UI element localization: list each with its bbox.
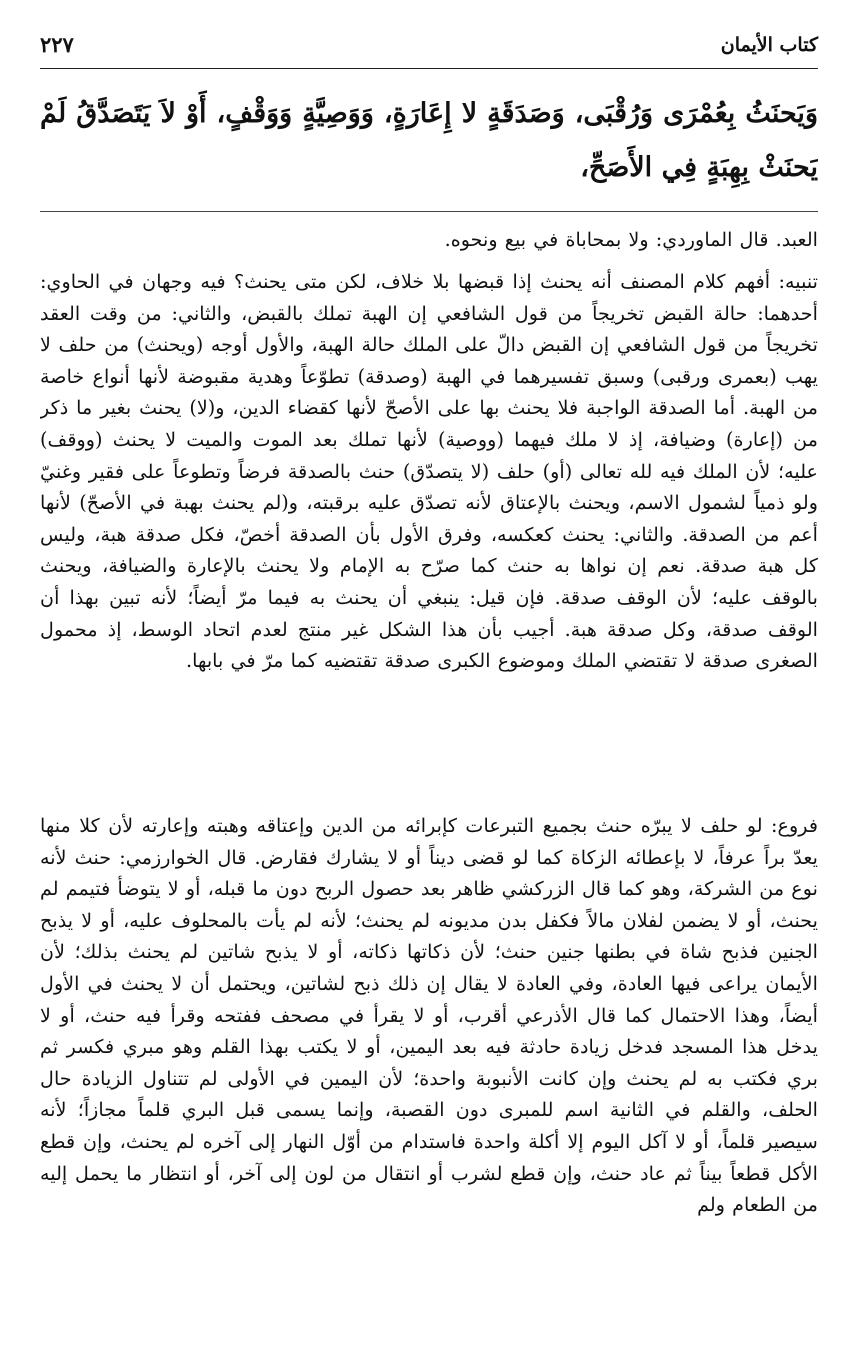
commentary-tanbih-paragraph: تنبيه: أفهم كلام المصنف أنه يحنث إذا قبضها بلا خلاف، لكن متى يحنث؟ فيه وجهان في الحاوي: أحدهما: حالة القبض تخريجاً من قول الشافعي إن الهبة تملك بالقبض، والثاني: من وقت العقد تخريجاً من قول الشافعي إن القبض دالّ على الملك حالة الهبة، والأول أوجه (ويحنث) من حلف لا يهب (بعمرى ورقبى) وسبق تفسيرهما في الهبة (وصدقة) تطوّعاً وهدية مقبوضة لأنها أنواع خاصة من الهبة. أما الصدقة الواجبة فلا يحنث بها على الأصحّ لأنها كقضاء الدين، و(لا) يحنث بغير ما ذكر من (إعارة) وضيافة، إذ لا ملك فيهما (ووصية) لأنها تملك بعد الموت والميت لا يحنث (ووقف) عليه؛ لأن الملك فيه لله تعالى (أو) حلف (لا يتصدّق) حنث بالصدقة فرضاً وتطوعاً على فقير وغنيّ ولو ذمياً لشمول الاسم، ويحنث بالإعتاق لأنه تصدّق عليه برقبته، و(لم يحنث بهبة في الأصحّ) لأنها أعم من الصدقة. والثاني: يحنث كعكسه، وفرق الأول بأن الصدقة أخصّ، فكل صدقة هبة، وليس كل هبة صدقة. نعم إن نواها به حنث كما صرّح به الإمام ولا يحنث بالإعارة والضيافة، ويحنث بالوقف عليه؛ لأن الوقف صدقة. فإن قيل: ينبغي أن يحنث به فيما مرّ أيضاً؛ لأنه تبين بهذا أن الوقف صدقة، وكل صدقة هبة. أجيب بأن هذا الشكل غير منتج لعدم اتحاد الوسط، إذ محمول الصغرى صدقة لا تقتضي الملك وموضوع الكبرى صدقة تقتضيه كما مرّ في بابها. (40, 270, 818, 673)
page-number: ٢٢٧ (40, 32, 74, 57)
running-title: كتاب الأيمان (720, 34, 818, 56)
running-head (40, 28, 818, 69)
commentary-intro-paragraph: العبد. قال الماوردي: ولا بمحاباة في بيع ونحوه. (444, 228, 818, 251)
matn-text: وَيَحنَثُ بِعُمْرَى وَرُقْبَى، وَصَدَقَةٍ لا إِعَارَةٍ، وَوَصِيَّةٍ وَوَقْفٍ، أَوْ لاَ يَتَصَدَّقُ لَمْ يَحنَثْ بِهِبَةٍ فِي الأَصَحِّ، (40, 98, 818, 183)
commentary-furu-paragraph: فروع: لو حلف لا يبرّه حنث بجميع التبرعات كإبرائه من الدين وإعتاقه وهبته وإعارته لأن كلا منها يعدّ براً عرفاً، لا بإعطائه الزكاة كما لو قضى ديناً أو لا يشارك فقارض. قال الخوارزمي: حنث لأنه نوع من الشركة، وهو كما قال الزركشي ظاهر بعد حصول الربح دون ما قبله، أو لا يتوضأ فتيمم لم يحنث، أو لا يضمن لفلان مالاً فكفل بدن مديونه لم يحنث؛ لأنه لم يأت بالمحلوف عليه، أو لا يذبح الجنين فذبح شاة في بطنها جنين حنث؛ لأن ذكاتها ذكاته، أو لا يذبح شاتين لم يحنث بذلك؛ لأن الأيمان يراعى فيها العادة، وفي العادة لا يقال إن ذلك ذبح لشاتين، ويحتمل أن لا يحنث في الأول أيضاً، وهذا الاحتمال كما قال الأذرعي أقرب، أو لا يقرأ في مصحف ففتحه وقرأ فيه حنث، أو لا يدخل هذا المسجد فدخل زيادة حادثة فيه بعد اليمين، أو لا يكتب بهذا القلم وهو مبري فكسر ثم بري فكتب به لم يحنث وإن كانت الأنبوبة واحدة؛ لأن اليمين في الأولى لم تتناول الزيادة حال الحلف، والقلم في الثانية اسم للمبرى دون القصبة، وإنما يسمى قبل البري قلماً مجازاً؛ لأنه سيصير قلماً، أو لا آكل اليوم إلا أكلة واحدة فاستدام من أوّل النهار إلى آخره لم يحنث، وإن قطع الأكل قطعاً بيناً ثم عاد حنث، وإن قطع لشرب أو انتقال من لون إلى آخر، أو انتظار ما يحمل إليه من الطعام ولم (40, 814, 818, 1217)
section-divider (40, 211, 818, 212)
